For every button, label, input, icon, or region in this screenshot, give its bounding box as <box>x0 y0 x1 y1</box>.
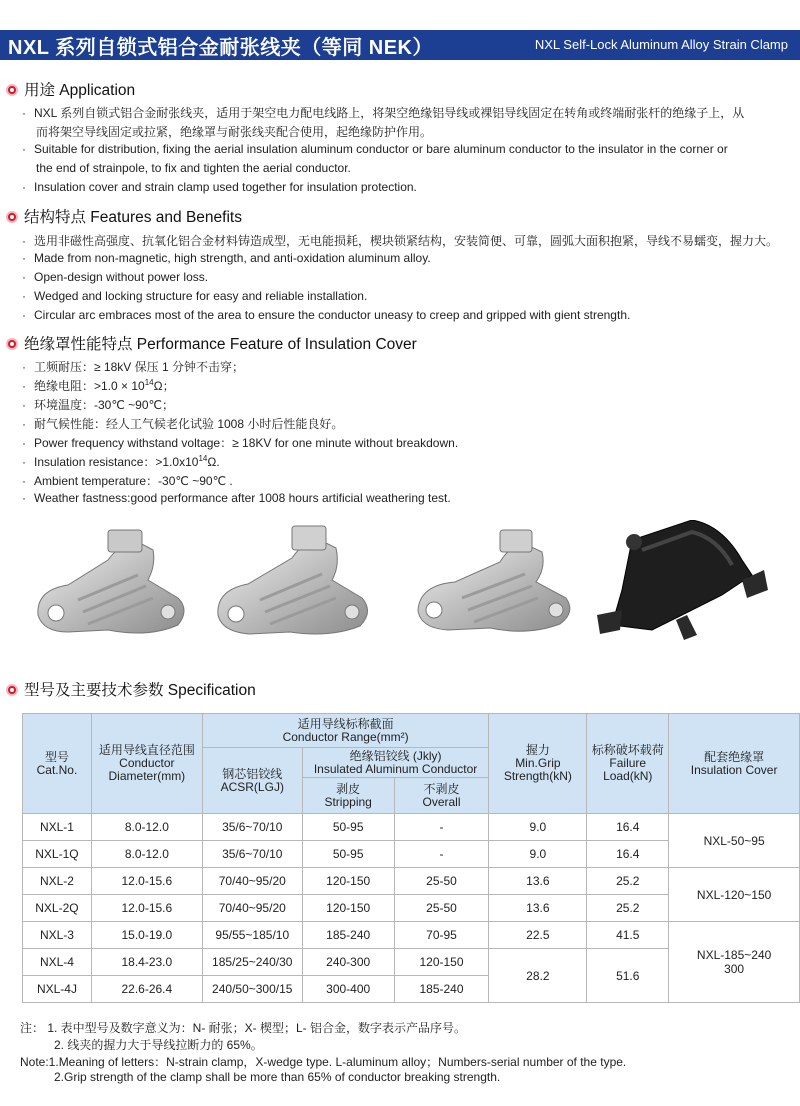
application-line: · Suitable for distribution, fixing the aerial insulation aluminum conductor or bare aluminum conductor to the insulator in the corner or <box>22 142 728 156</box>
header-jkly: 绝缘铝铰线 (Jkly) Insulated Aluminum Conductor <box>302 748 489 778</box>
cell-dia: 22.6-26.4 <box>91 976 202 1003</box>
bullet-circle-icon <box>6 684 18 696</box>
feature-line: · Wedged and locking structure for easy and reliable installation. <box>22 289 368 303</box>
header-stripping: 剥皮 Stripping <box>302 778 394 814</box>
application-line: 而将架空导线固定或拉紧，绝缘罩与耐张线夹配合使用，起绝缘防护作用。 <box>36 125 433 139</box>
cell-cover: NXL-185~240 300 <box>669 922 800 1003</box>
cell-strip: 50-95 <box>302 841 394 868</box>
performance-line: · Insulation resistance：$>1.0x10^{14}\Omega$. <box>22 454 220 469</box>
table-row <box>23 922 800 949</box>
performance-line: · Weather fastness:good performance after 1008 hours artificial weathering test. <box>22 491 451 505</box>
performance-line: · 工频耐压：≥ 18kV 保压 1 分钟不击穿； <box>22 360 244 374</box>
cell-cover: NXL-50~95 <box>669 814 800 868</box>
cell-acsr: 35/6~70/10 <box>202 814 302 841</box>
cell-cat: NXL-4J <box>23 976 92 1003</box>
application-line: · NXL 系列自锁式铝合金耐张线夹，适用于架空电力配电线路上，将架空绝缘铝导线或裸铝导线固定在转角或终端耐张杆的绝缘子上，从 <box>22 106 745 120</box>
cell-dia: 8.0-12.0 <box>91 841 202 868</box>
cell-overall: 70-95 <box>394 922 489 949</box>
cell-dia: 12.0-15.6 <box>91 868 202 895</box>
cell-cat: NXL-1 <box>23 814 92 841</box>
performance-line: · 环境温度：-30℃ ~90℃； <box>22 398 174 412</box>
cell-fail: 41.5 <box>587 922 669 949</box>
cell-strip: 240-300 <box>302 949 394 976</box>
page-subtitle: NXL Self-Lock Aluminum Alloy Strain Clamp <box>534 37 788 52</box>
cell-overall: 185-240 <box>394 976 489 1003</box>
header-overall: 不剥皮 Overall <box>394 778 489 814</box>
cell-overall: - <box>394 814 489 841</box>
bullet-circle-icon <box>6 84 18 96</box>
feature-line: · Made from non-magnetic, high strength, and anti-oxidation aluminum alloy. <box>22 251 431 265</box>
cell-fail: 51.6 <box>587 949 669 1003</box>
cell-cat: NXL-2 <box>23 868 92 895</box>
cell-grip: 13.6 <box>489 868 587 895</box>
cell-overall: 25-50 <box>394 895 489 922</box>
table-row <box>23 814 800 841</box>
bullet-circle-icon <box>6 338 18 350</box>
cell-dia: 12.0-15.6 <box>91 895 202 922</box>
spec-table <box>22 713 800 1003</box>
header-cover: 配套绝缘罩 Insulation Cover <box>669 714 800 814</box>
cell-strip: 185-240 <box>302 922 394 949</box>
cell-fail: 16.4 <box>587 814 669 841</box>
header-diameter: 适用导线直径范围 Conductor Diameter(mm) <box>91 714 202 814</box>
bullet-circle-icon <box>6 211 18 223</box>
section-features-heading: 结构特点 Features and Benefits <box>6 205 242 227</box>
cell-cat: NXL-1Q <box>23 841 92 868</box>
note-line: Note:1.Meaning of letters：N-strain clamp，X-wedge type. L-aluminum alloy；Numbers-serial number of the type. <box>20 1055 627 1069</box>
cell-strip: 50-95 <box>302 814 394 841</box>
feature-line: · 选用非磁性高强度、抗氧化铝合金材料铸造成型，无电能损耗，楔块锁紧结构，安装简便、可靠，圆弧大面积抱紧，导线不易蠕变，握力大。 <box>22 234 779 248</box>
cell-fail: 25.2 <box>587 895 669 922</box>
cell-strip: 300-400 <box>302 976 394 1003</box>
section-spec-heading: 型号及主要技术参数 Specification <box>6 678 256 700</box>
product-photos <box>0 520 800 660</box>
cell-acsr: 185/25~240/30 <box>202 949 302 976</box>
strain-clamp-image <box>28 520 198 650</box>
cell-dia: 8.0-12.0 <box>91 814 202 841</box>
note-line: 2.Grip strength of the clamp shall be more than 65% of conductor breaking strength. <box>54 1070 501 1084</box>
header-acsr: 钢芯铝铰线 ACSR(LGJ) <box>202 748 302 814</box>
application-line: the end of strainpole, to fix and tighten the aerial conductor. <box>36 161 351 175</box>
cell-grip: 9.0 <box>489 841 587 868</box>
cell-strip: 120-150 <box>302 868 394 895</box>
cell-cover: NXL-120~150 <box>669 868 800 922</box>
performance-line: · Ambient temperature：-30℃ ~90℃ . <box>22 474 233 488</box>
cell-grip: 22.5 <box>489 922 587 949</box>
cell-acsr: 95/55~185/10 <box>202 922 302 949</box>
cell-cat: NXL-2Q <box>23 895 92 922</box>
note-line: 2. 线夹的握力大于导线拉断力的 65%。 <box>54 1038 263 1052</box>
header-range: 适用导线标称截面 Conductor Range(mm²) <box>202 714 489 748</box>
strain-clamp-image <box>410 520 580 650</box>
cell-acsr: 35/6~70/10 <box>202 841 302 868</box>
cell-acsr: 70/40~95/20 <box>202 868 302 895</box>
cell-fail: 16.4 <box>587 841 669 868</box>
cell-grip: 9.0 <box>489 814 587 841</box>
feature-line: · Open-design without power loss. <box>22 270 209 284</box>
header-cat: 型号 Cat.No. <box>23 714 92 814</box>
table-row <box>23 868 800 895</box>
feature-line: · Circular arc embraces most of the area to ensure the conductor uneasy to creep and gripped with gient strength. <box>22 308 631 322</box>
cell-acsr: 240/50~300/15 <box>202 976 302 1003</box>
application-line: · Insulation cover and strain clamp used together for insulation protection. <box>22 180 417 194</box>
section-performance-heading: 绝缘罩性能特点 Performance Feature of Insulation Cover <box>6 332 417 354</box>
cell-acsr: 70/40~95/20 <box>202 895 302 922</box>
cell-fail: 25.2 <box>587 868 669 895</box>
page-title: NXL 系列自锁式铝合金耐张线夹（等同 NEK） <box>8 37 433 59</box>
cell-cat: NXL-3 <box>23 922 92 949</box>
cell-dia: 15.0-19.0 <box>91 922 202 949</box>
cell-grip: 13.6 <box>489 895 587 922</box>
header-failure: 标称破坏载荷 Failure Load(kN) <box>587 714 669 814</box>
header-grip: 握力 Min.Grip Strength(kN) <box>489 714 587 814</box>
cell-grip: 28.2 <box>489 949 587 1003</box>
performance-line: · 绝缘电阻：$>1.0 \times 10^{14}\Omega$； <box>22 378 175 393</box>
note-line: 注： 1. 表中型号及数字意义为：N- 耐张；X- 楔型；L- 铝合金，数字表示产品序号。 <box>20 1021 467 1035</box>
page-header <box>0 0 800 62</box>
strain-clamp-image <box>210 520 380 650</box>
performance-line: · 耐气候性能：经人工气候老化试验 1008 小时后性能良好。 <box>22 417 344 431</box>
section-application-heading: 用途 Application <box>6 78 135 100</box>
cell-strip: 120-150 <box>302 895 394 922</box>
performance-line: · Power frequency withstand voltage：≥ 18KV for one minute without breakdown. <box>22 436 459 450</box>
cell-cat: NXL-4 <box>23 949 92 976</box>
cell-overall: 25-50 <box>394 868 489 895</box>
cell-overall: - <box>394 841 489 868</box>
insulation-cover-image <box>592 520 772 650</box>
cell-overall: 120-150 <box>394 949 489 976</box>
cell-dia: 18.4-23.0 <box>91 949 202 976</box>
